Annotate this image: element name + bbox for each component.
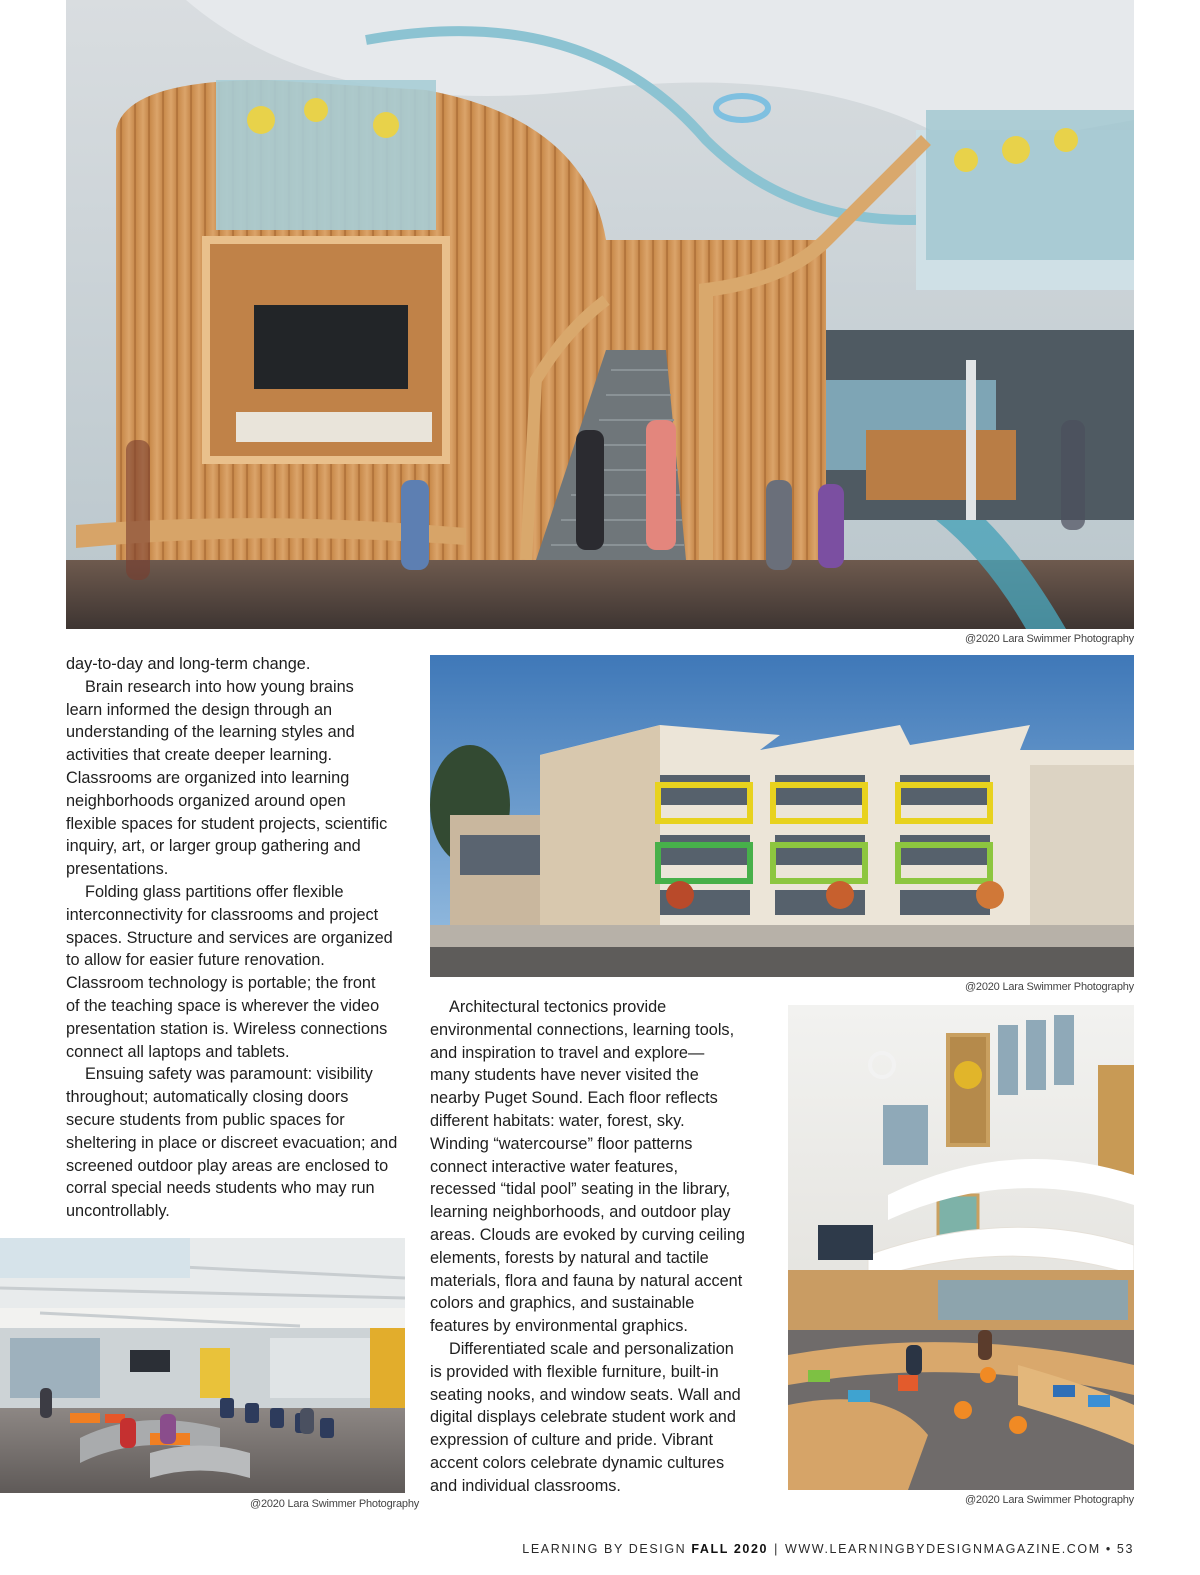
left-paragraph-3: Folding glass partitions offer flexible interconnectivity for classrooms and project spaces. Structure and services are organized to allow for easier future renovation. Classroom technology is portable; the front of the teaching space is wherever the video presentation station is. Wireless connections connect all laptops and tablets. — [66, 882, 393, 1061]
middle-paragraph-1: Architectural tectonics provide environmental connections, learning tools, and inspiration to travel and explore— many students have never visited the nearby Puget Sound. Each floor reflects different habitats: water, forest, sky. Winding “watercourse” floor patterns connect interactive water features, recessed “tidal pool” seating in the library, learning neighborhoods, and outdoor play areas. Clouds are evoked by curving ceiling elements, forests by natural and tactile materials, flora and fauna by natural accent colors and graphics, and sustainable features by environmental graphics. — [430, 998, 745, 1336]
page-footer — [522, 1542, 1134, 1556]
middle-paragraph-2: Differentiated scale and personalization is provided with flexible furniture, built-in seating nooks, and window seats. Wall and digital displays celebrate student work and expression of culture and pride. Vibrant accent colors celebrate dynamic cultures and individual classrooms. — [430, 1339, 741, 1495]
website-link[interactable]: WWW.LEARNINGBYDESIGNMAGAZINE.COM — [784, 1542, 1101, 1556]
footer-bullet: • — [1105, 1542, 1112, 1556]
left-paragraph-4: Ensuing safety was paramount: visibility throughout; automatically closing doors secure students from public spaces for sheltering in place or discreet evacuation; and screened outdoor play areas are enclosed to corral special needs students who may run uncontrollably. — [66, 1065, 398, 1221]
middle-column-text — [430, 996, 775, 1498]
footer-divider: | — [774, 1542, 779, 1556]
issue-label: FALL 2020 — [691, 1542, 769, 1556]
magazine-name: LEARNING BY DESIGN — [522, 1542, 687, 1556]
library-photo-credit: @2020 Lara Swimmer Photography — [964, 1494, 1134, 1506]
commons-photo — [0, 1238, 405, 1493]
library-photo — [788, 1005, 1134, 1490]
commons-photo-credit: @2020 Lara Swimmer Photography — [250, 1498, 420, 1510]
atrium-photo — [66, 0, 1134, 629]
left-column-text — [66, 653, 416, 1223]
left-paragraph-1: day-to-day and long-term change. — [66, 655, 311, 673]
page-number: 53 — [1116, 1542, 1134, 1556]
exterior-photo — [430, 655, 1134, 977]
exterior-photo-credit: @2020 Lara Swimmer Photography — [964, 981, 1134, 993]
atrium-photo-credit: @2020 Lara Swimmer Photography — [964, 633, 1134, 645]
left-paragraph-2: Brain research into how young brains learn informed the design through an understanding of the learning styles and activities that create deeper learning. Classrooms are organized into learning neighborhoods organized around open flexible spaces for student projects, scientific inquiry, art, or larger group gathering and presentations. — [66, 677, 388, 879]
